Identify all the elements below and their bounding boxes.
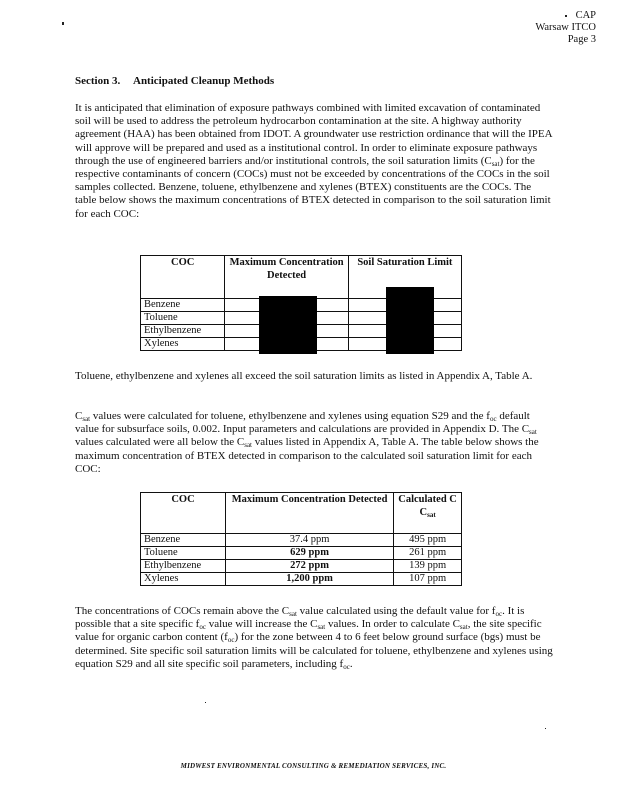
subscript: oc <box>489 415 497 423</box>
csat-cell: 139 ppm <box>394 560 462 573</box>
subscript: oc <box>227 636 235 645</box>
coc-cell: Ethylbenzene <box>141 325 225 338</box>
max-cell: 272 ppm <box>226 560 394 573</box>
csat-cell: 107 ppm <box>394 573 462 586</box>
page-header <box>535 10 596 46</box>
subscript: oc <box>495 610 503 618</box>
section-title: Anticipated Cleanup Methods <box>133 75 275 87</box>
subscript: sat <box>529 428 537 437</box>
scan-mark <box>62 22 64 25</box>
subscript: sat <box>244 441 252 450</box>
redaction-block <box>259 296 317 354</box>
text-run: ) for the respective contaminants of concern (COCs) must not be exceeded by concentrations of the COCs in the soil samples collected. Benzene, toluene, ethylbenzene and xylenes (BTEX) constituents are the COCs. The table below shows the maximum concentrations of BTEX detected in comparison to the soil saturation limit for each COC: <box>75 154 551 220</box>
table-header-row <box>141 493 462 534</box>
coc-cell: Xylenes <box>141 338 225 351</box>
header-doc-type: CAP <box>575 10 596 21</box>
table-row <box>141 573 462 586</box>
text-run: ) for the zone between 4 to 6 feet below ground surface (bgs) must be determined. Site specific soil saturation limits will be calculated for toluene, ethylbenzene and xylenes using equation S29 and all site specific soil parameters, including f <box>75 631 553 670</box>
text-run: The concentrations of COCs remain above the C <box>75 605 290 617</box>
text-run: values listed in Appendix A, Table A. The table below shows the maximum concentration of BTEX detected in comparison to the calculated soil saturation limit for each COC: <box>75 436 539 475</box>
text-run: value will increase the C <box>205 618 318 631</box>
column-header <box>394 493 462 534</box>
page-footer: MIDWEST ENVIRONMENTAL CONSULTING & REMEDIATION SERVICES, INC. <box>180 762 447 770</box>
column-header: COC <box>141 256 225 299</box>
header-text: Calculated C <box>398 494 457 505</box>
header-page-number: Page 3 <box>567 34 596 45</box>
paragraph-site-specific <box>75 605 555 671</box>
csat-cell: 261 ppm <box>394 547 462 560</box>
text-run: It is anticipated that elimination of exposure pathways combined with limited excavation of contaminated soil will be used to address the petroleum hydrocarbon contamination at the site. A highway authority agreement (HAA) has been obtained from IDOT. A groundwater use restriction ordinance that will the IPEA will approve will be prepared and used as a institutional control. In order to eliminate exposure pathways through the use of engineered barriers and/or institutional controls, the soil saturation limits (C <box>75 102 552 167</box>
subscript: oc <box>199 623 206 632</box>
text-run: . <box>349 657 353 670</box>
max-cell: 1,200 ppm <box>226 573 394 586</box>
coc-cell: Benzene <box>141 299 225 312</box>
column-header: Maximum Concentration Detected <box>226 493 394 534</box>
table-row <box>141 534 462 547</box>
subscript: sat <box>317 623 326 632</box>
subscript: sat <box>491 159 500 168</box>
coc-cell: Ethylbenzene <box>141 560 226 573</box>
bullet-icon <box>565 15 567 17</box>
section-number: Section 3. <box>75 75 121 87</box>
scan-mark <box>205 702 206 703</box>
text-run: values were calculated for toluene, ethylbenzene and xylenes using equation S29 and the f <box>90 410 490 422</box>
coc-cell: Toluene <box>141 312 225 325</box>
max-cell: 37.4 ppm <box>226 534 394 547</box>
text-run: . It is possible that a site specific f <box>75 605 525 631</box>
redaction-block <box>386 287 434 354</box>
paragraph-exceedance: Toluene, ethylbenzene and xylenes all exceed the soil saturation limits as listed in Appendix A, Table A. <box>75 370 533 382</box>
text-run: , the site specific value for organic carbon content (f <box>75 618 542 644</box>
table-row <box>141 547 462 560</box>
column-header: COC <box>141 493 226 534</box>
text-run: value calculated using the default value for f <box>296 605 496 617</box>
header-site: Warsaw ITCO <box>535 22 596 33</box>
text-run: values calculated were all below the C <box>75 436 245 449</box>
max-cell: 629 ppm <box>226 547 394 560</box>
coc-cell: Xylenes <box>141 573 226 586</box>
paragraph-intro <box>75 102 555 221</box>
section-heading <box>75 75 274 87</box>
header-text: $C_{sat}$ <box>419 507 436 519</box>
subscript: sat <box>289 610 297 618</box>
scan-mark <box>545 728 546 729</box>
subscript: sat <box>427 511 436 519</box>
csat-cell: 495 ppm <box>394 534 462 547</box>
column-header: Maximum Concentration Detected <box>225 256 348 299</box>
subscript: oc <box>343 662 350 671</box>
calculated-csat-table <box>140 492 462 586</box>
subscript: sat <box>82 415 91 423</box>
paragraph-csat-calc <box>75 410 555 476</box>
text-run: values. In order to calculate C <box>325 618 460 631</box>
column-header: Soil Saturation Limit <box>348 256 461 299</box>
text-run: C <box>75 410 83 422</box>
coc-cell: Toluene <box>141 547 226 560</box>
subscript: sat <box>459 623 468 632</box>
coc-cell: Benzene <box>141 534 226 547</box>
text-run: default value for subsurface soils, 0.002. Input parameters and calculations are provided in Appendix D. The C <box>75 410 530 436</box>
table-row <box>141 560 462 573</box>
